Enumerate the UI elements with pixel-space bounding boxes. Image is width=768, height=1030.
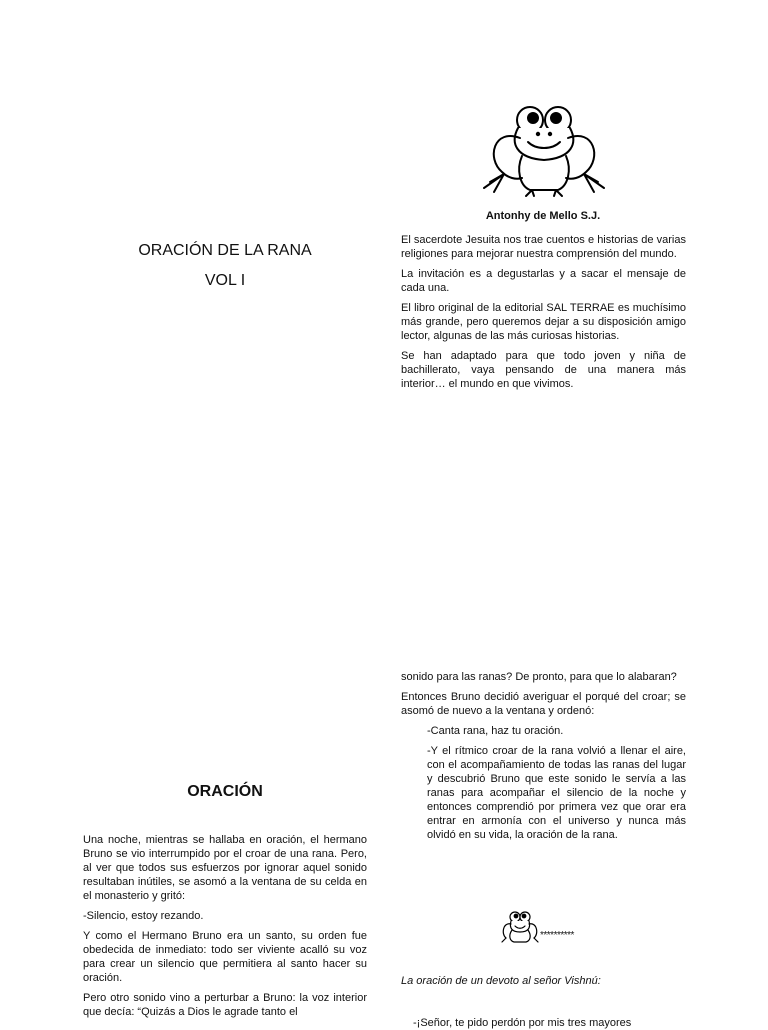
- divider-stars: **********: [540, 930, 574, 941]
- story-paragraph: -Canta rana, haz tu oración.: [427, 725, 564, 737]
- intro-paragraph: Se han adaptado para que todo joven y niña de bachillerato, vaya pensando de una manera más interior… el mundo en que vivimos.: [401, 350, 686, 390]
- story-paragraph: Pero otro sonido vino a perturbar a Bruno: la voz interior que decía: “Quizás a Dios le agrade tanto el: [83, 992, 367, 1018]
- small-frog-icon: [500, 910, 540, 944]
- story-heading: ORACIÓN: [187, 783, 263, 800]
- story-paragraph: sonido para las ranas? De pronto, para que lo alabaran?: [401, 671, 677, 683]
- author-name: Antonhy de Mello S.J.: [485, 210, 601, 222]
- story-paragraph: -Silencio, estoy rezando.: [83, 910, 204, 922]
- story-paragraph: -Y el rítmico croar de la rana volvió a llenar el aire, con el acompañamiento de todas las ranas del lugar y descubrió Bruno que este sonido le servía a las ranas para acompañar el silencio de la noche y entonces comprendió por primera vez que orar era entrar en armonía con el universo y nunca más olvidó en su vida, la oración de la rana.: [427, 745, 686, 841]
- story-left-column: [83, 833, 367, 1025]
- next-story-text: -¡Señor, te pido perdón por mis tres mayores: [413, 1017, 632, 1029]
- story-paragraph: Y como el Hermano Bruno era un santo, su orden fue obedecida de inmediato: todo ser viviente acalló su voz para crear un silencio que permitiera al santo hacer su oración.: [83, 930, 367, 984]
- intro-paragraph: El libro original de la editorial SAL TERRAE es muchísimo más grande, pero queremos dejar a su disposición amigo lector, algunas de las más curiosas historias.: [401, 302, 686, 342]
- frog-illustration: [480, 98, 608, 198]
- next-story-intro: La oración de un devoto al señor Vishnú:: [401, 975, 601, 987]
- frog-divider: [500, 910, 600, 944]
- story-paragraph: Una noche, mientras se hallaba en oración, el hermano Bruno se vio interrumpido por el croar de una rana. Pero, al ver que todos sus esfuerzos por ignorar aquel sonido resultaban inútiles, se asomó a la ventana de su celda en el monasterio y gritó:: [83, 834, 367, 902]
- story-paragraph: Entonces Bruno decidió averiguar el porqué del croar; se asomó de nuevo a la ventana y ordenó:: [401, 691, 686, 717]
- story-right-column: [401, 670, 686, 848]
- book-volume: VOL I: [204, 272, 246, 289]
- book-title: ORACIÓN DE LA RANA: [138, 242, 312, 259]
- intro-paragraph: La invitación es a degustarlas y a sacar el mensaje de cada una.: [401, 268, 686, 294]
- intro-column: [401, 233, 686, 397]
- intro-paragraph: El sacerdote Jesuita nos trae cuentos e historias de varias religiones para mejorar nuestra comprensión del mundo.: [401, 234, 686, 260]
